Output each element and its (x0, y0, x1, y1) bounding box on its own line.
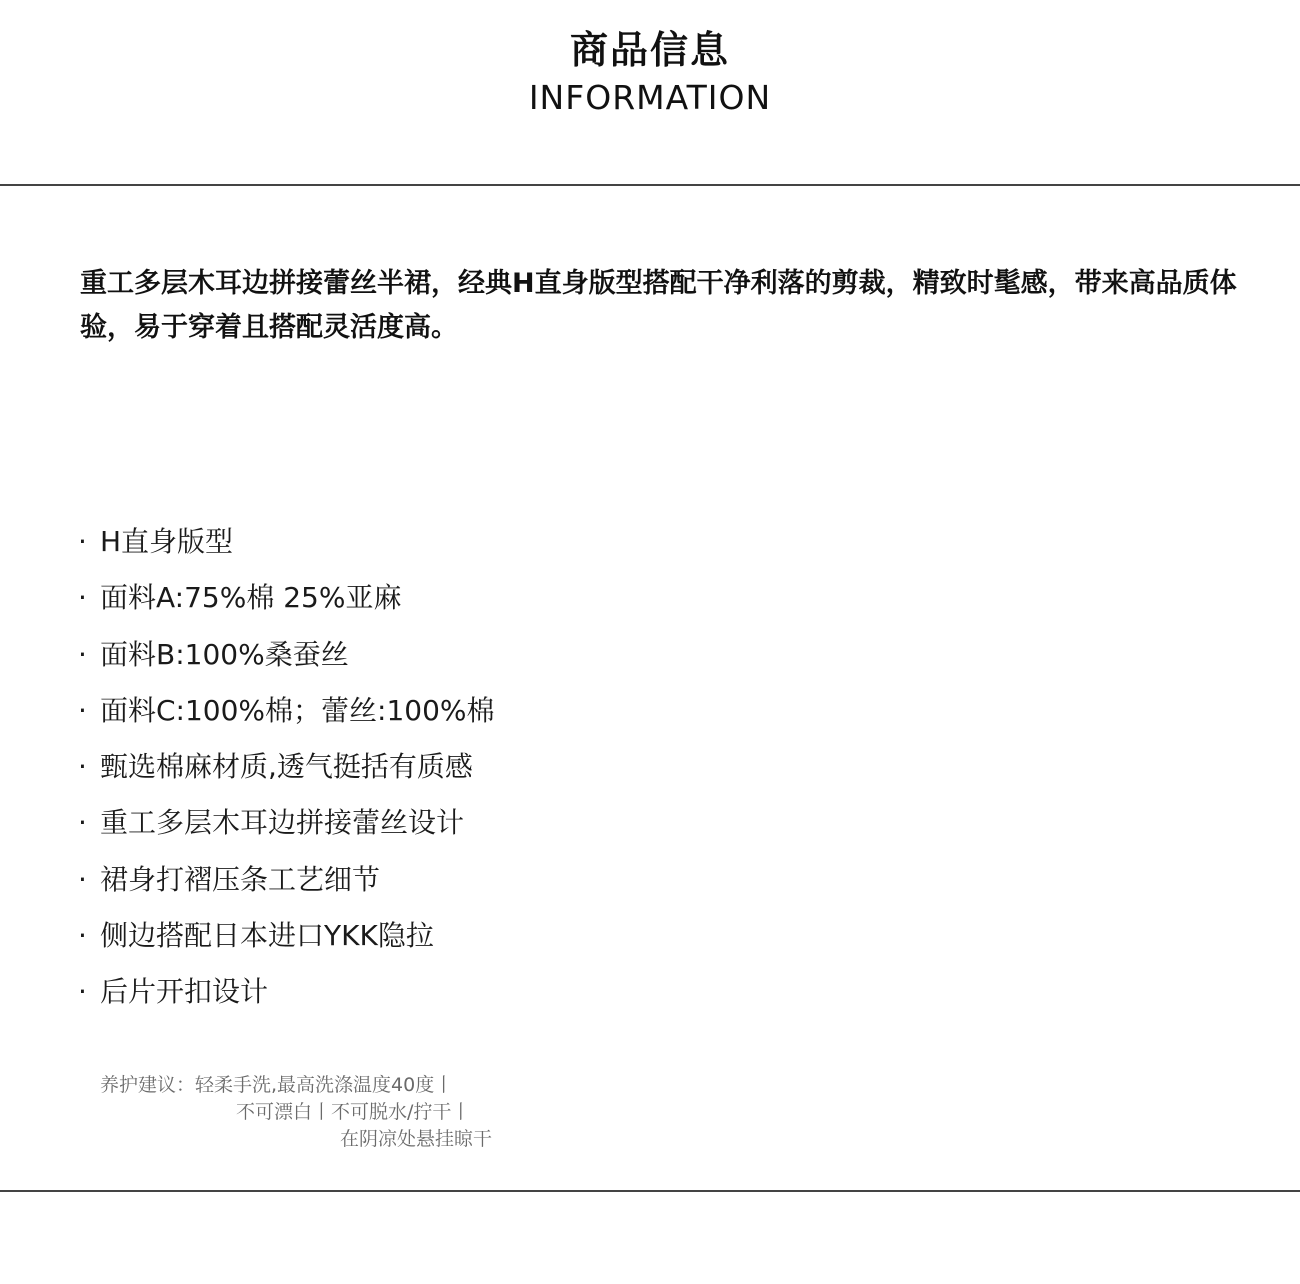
bullet-dot: · (78, 637, 87, 671)
section-title-chinese: 商品信息 (569, 28, 730, 72)
feature-item (78, 572, 778, 628)
bullet-dot: · (78, 581, 87, 615)
feature-text: 甄选棉麻材质,透气挺括有质感 (100, 750, 473, 784)
bottom-divider (0, 1190, 1300, 1192)
bullet-dot: · (78, 693, 87, 727)
feature-item (78, 797, 778, 853)
feature-text: 面料A:75%棉 25%亚麻 (100, 581, 402, 615)
feature-text: 后片开扣设计 (100, 975, 269, 1009)
bullet-dot: · (78, 750, 87, 784)
bullet-dot: · (78, 862, 87, 896)
feature-list (78, 516, 778, 1023)
bullet-dot: · (78, 806, 87, 840)
section-title-english: INFORMATION (528, 78, 772, 117)
feature-item (78, 741, 778, 797)
feature-text: 重工多层木耳边拼接蕾丝设计 (100, 806, 465, 840)
feature-item (78, 516, 778, 572)
top-divider (0, 184, 1300, 186)
feature-item (78, 685, 778, 741)
care-line-3: 在阴凉处悬挂晾干 (340, 1128, 493, 1150)
product-description: 重工多层木耳边拼接蕾丝半裙，经典H直身版型搭配干净利落的剪裁，精致时髦感，带来高品质体验，易于穿着且搭配灵活度高。 (80, 268, 1237, 343)
feature-item (78, 966, 778, 1022)
feature-text: 裙身打褶压条工艺细节 (100, 862, 381, 896)
feature-text: 面料C:100%棉；蕾丝:100%棉 (100, 693, 495, 727)
feature-text: 面料B:100%桑蚕丝 (100, 637, 349, 671)
feature-item (78, 910, 778, 966)
bullet-dot: · (78, 525, 87, 558)
care-line-2: 不可漂白丨不可脱水/拧干丨 (236, 1101, 471, 1123)
bullet-dot: · (78, 919, 87, 953)
bullet-dot: · (78, 975, 87, 1009)
section-header (0, 24, 1300, 120)
care-line-1: 养护建议：轻柔手洗,最高洗涤温度40度丨 (100, 1074, 454, 1096)
care-instructions (100, 1072, 530, 1153)
feature-item (78, 629, 778, 685)
feature-text: H直身版型 (100, 525, 234, 558)
feature-item (78, 854, 778, 910)
feature-text: 侧边搭配日本进口YKK隐拉 (100, 919, 434, 953)
